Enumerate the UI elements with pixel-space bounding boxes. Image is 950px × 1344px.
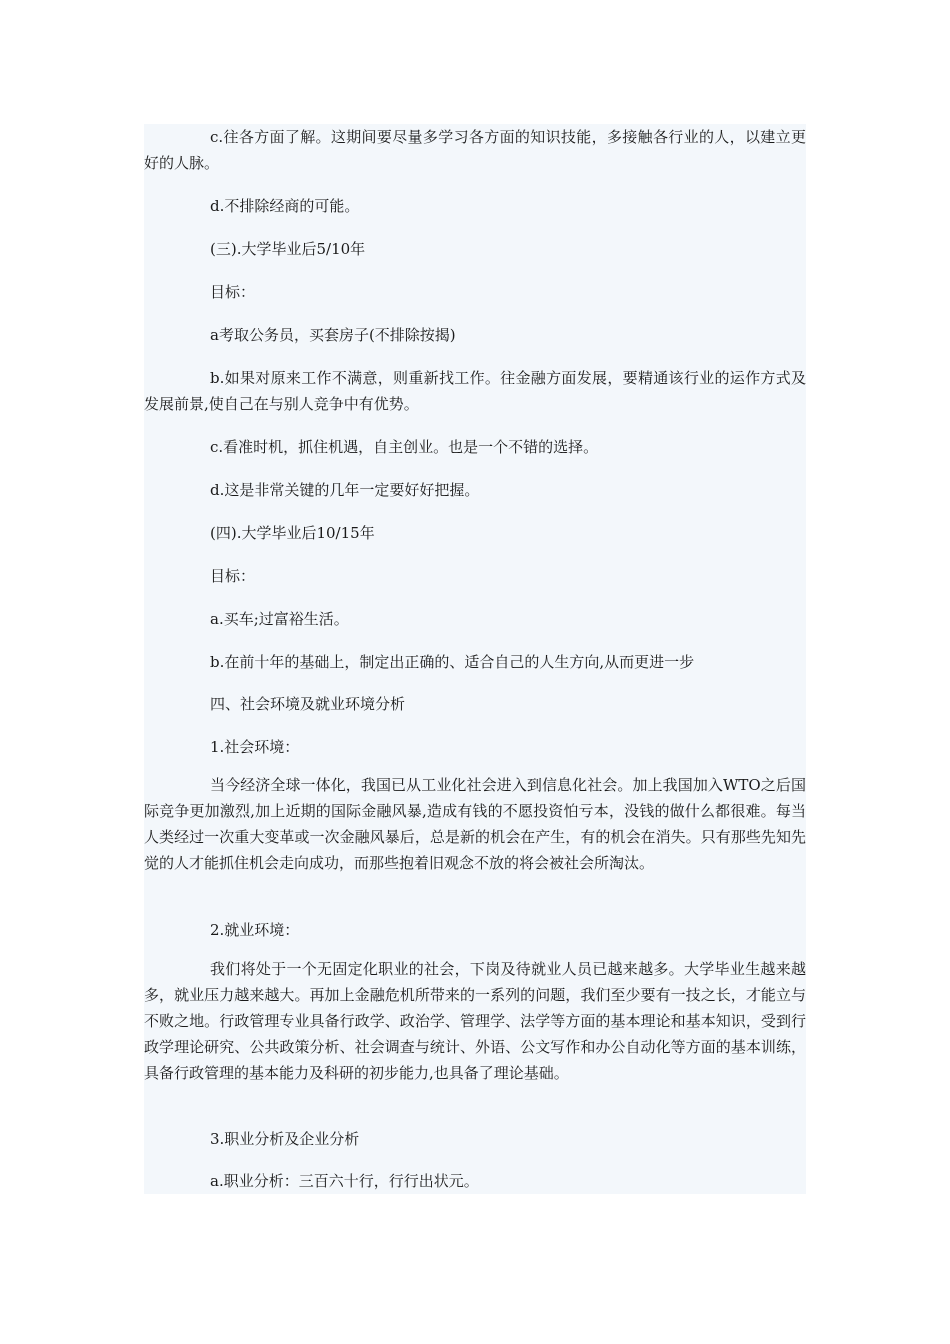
- paragraph-a-civil-servant: a考取公务员，买套房子(不排除按揭): [210, 326, 456, 344]
- paragraph-b-direction: b.在前十年的基础上，制定出正确的、适合自己的人生方向,从而更进一步: [210, 653, 695, 671]
- goal-label: 目标：: [210, 283, 256, 301]
- subheading-employment-environment: 2.就业环境：: [210, 921, 300, 939]
- subheading-social-environment: 1.社会环境：: [210, 738, 300, 756]
- section-heading-environment: 四、社会环境及就业环境分析: [210, 695, 406, 713]
- paragraph-a-career-analysis: a.职业分析：三百六十行，行行出状元。: [210, 1172, 479, 1190]
- paragraph-employment-environment: 我们将处于一个无固定化职业的社会，下岗及待就业人员已越来越多。大学毕业生越来越多，就业压力越来越大。再加上金融危机所带来的一系列的问题，我们至少要有一技之长，才能立与不败之地。行政管理专业具备行政学、政治学、管理学、法学等方面的基本理论和基本知识，受到行政学理论研究、公共政策分析、社会调查与统计、外语、公文写作和办公自动化等方面的基本训练，具备行政管理的基本能力及科研的初步能力,也具备了理论基础。: [144, 960, 806, 1082]
- paragraph-d-key-years: d.这是非常关键的几年一定要好好把握。: [210, 481, 480, 499]
- paragraph-c-learn: c.往各方面了解。这期间要尽量多学习各方面的知识技能，多接触各行业的人，以建立更好的人脉。: [144, 128, 806, 172]
- paragraph-social-environment: 当今经济全球一体化，我国已从工业化社会进入到信息化社会。加上我国加入WTO之后国际竞争更加激烈,加上近期的国际金融风暴,造成有钱的不愿投资怕亏本，没钱的做什么都很难。每当人类经过一次重大变革或一次金融风暴后，总是新的机会在产生，有的机会在消失。只有那些先知先觉的人才能抓住机会走向成功，而那些抱着旧观念不放的将会被社会所淘汰。: [144, 776, 806, 872]
- paragraph-b-new-job: b.如果对原来工作不满意，则重新找工作。往金融方面发展，要精通该行业的运作方式及发展前景,使自己在与别人竞争中有优势。: [144, 369, 806, 413]
- subheading-career-analysis: 3.职业分析及企业分析: [210, 1130, 360, 1148]
- document-body: [144, 124, 806, 1194]
- paragraph-a-car: a.买车;过富裕生活。: [210, 610, 349, 628]
- goal-label: 目标：: [210, 567, 256, 585]
- section-heading-10-15-years: (四).大学毕业后10/15年: [210, 524, 375, 542]
- section-heading-5-10-years: (三).大学毕业后5/10年: [210, 240, 366, 258]
- paragraph-c-startup: c.看准时机，抓住机遇，自主创业。也是一个不错的选择。: [210, 438, 599, 456]
- paragraph-d-business: d.不排除经商的可能。: [210, 197, 360, 215]
